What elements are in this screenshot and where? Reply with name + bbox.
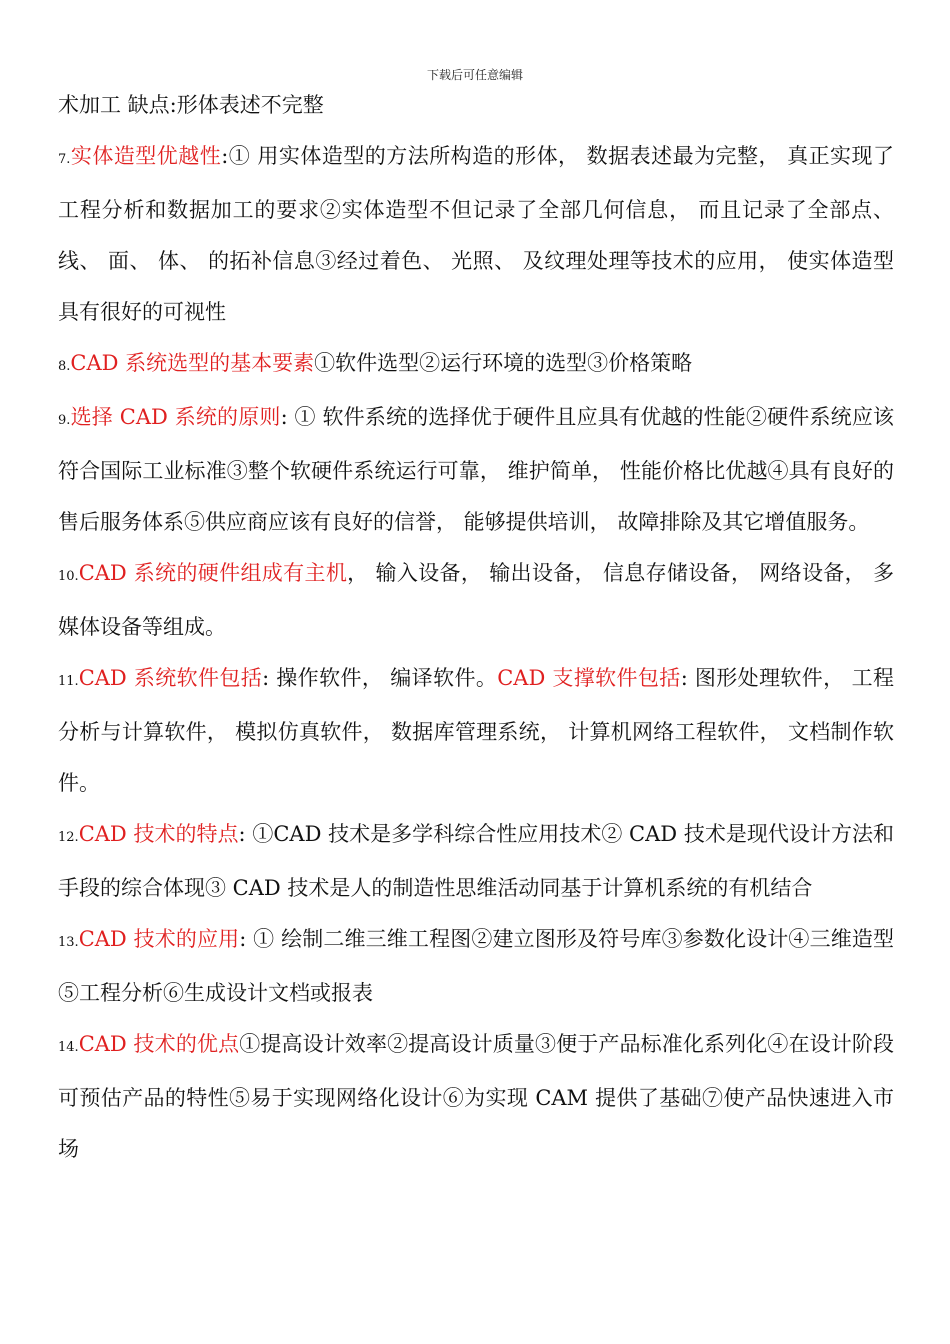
item-text: ， 输入设备， 输出设备， 信息存储设备， 网络设备， 多媒体设备等组成。 xyxy=(58,561,894,639)
item-title: CAD 系统软件包括 xyxy=(78,666,263,690)
item-title: 选择 CAD 系统的原则 xyxy=(70,405,281,429)
item-number: 14. xyxy=(58,1040,79,1055)
paragraph-13 xyxy=(58,914,894,1019)
paragraph-text: 术加工 缺点:形体表述不完整 xyxy=(58,93,324,117)
page-header-note: 下载后可任意编辑 xyxy=(426,68,523,82)
item-title: 实体造型优越性 xyxy=(70,144,222,168)
item-number: 10. xyxy=(58,569,79,584)
item-number: 12. xyxy=(58,830,79,845)
document-body xyxy=(58,80,894,1175)
item-text: : ① 软件系统的选择优于硬件且应具有优越的性能②硬件系统应该符合国际工业标准③整个软硬件系统运行可靠， 维护简单， 性能价格比优越④具有良好的售后服务体系⑤供应商应该有良好的信誉， 能够提供培训， 故障排除及其它增值服务。 xyxy=(58,405,894,534)
item-title-secondary: CAD 支撑软件包括 xyxy=(497,666,681,690)
item-text: ①提高设计效率②提高设计质量③便于产品标准化系列化④在设计阶段可预估产品的特性⑤易于实现网络化设计⑥为实现 CAM 提供了基础⑦使产品快速进入市场 xyxy=(58,1032,895,1161)
item-title: CAD 技术的特点 xyxy=(78,822,239,846)
item-text: : 操作软件， 编译软件。 xyxy=(262,666,498,690)
item-text: ①软件选型②运行环境的选型③价格策略 xyxy=(314,351,693,375)
item-number: 7. xyxy=(58,152,71,167)
item-text: :① 用实体造型的方法所构造的形体， 数据表述最为完整， 真正实现了工程分析和数据加工的要求②实体造型不但记录了全部几何信息， 而且记录了全部点、 线、 面、 体、 的拓补信息③经过着色、 光照、 及纹理处理等技术的应用， 使实体造型具有很好的可视性 xyxy=(58,144,894,324)
item-number: 11. xyxy=(58,674,79,689)
paragraph-9 xyxy=(58,392,894,548)
paragraph-10 xyxy=(58,548,894,653)
paragraph-6 xyxy=(58,80,894,131)
paragraph-8 xyxy=(58,338,894,392)
item-title: CAD 系统选型的基本要素 xyxy=(70,351,315,375)
item-number: 9. xyxy=(58,413,71,428)
item-number: 13. xyxy=(58,935,79,950)
paragraph-11 xyxy=(58,653,894,809)
item-number: 8. xyxy=(58,359,71,374)
paragraph-14 xyxy=(58,1019,894,1175)
item-title: CAD 系统的硬件组成有主机 xyxy=(78,561,348,585)
paragraph-7 xyxy=(58,131,894,338)
item-text: : ① 绘制二维三维工程图②建立图形及符号库③参数化设计④三维造型⑤工程分析⑥生成设计文档或报表 xyxy=(58,927,894,1005)
item-text-secondary: : 图形处理软件， 工程分析与计算软件， 模拟仿真软件， 数据库管理系统， 计算机网络工程软件， 文档制作软件。 xyxy=(58,666,894,795)
item-text: : ①CAD 技术是多学科综合性应用技术② CAD 技术是现代设计方法和手段的综合体现③ CAD 技术是人的制造性思维活动同基于计算机系统的有机结合 xyxy=(58,822,894,900)
paragraph-12 xyxy=(58,809,894,914)
item-title: CAD 技术的应用 xyxy=(78,927,240,951)
item-title: CAD 技术的优点 xyxy=(78,1032,240,1056)
